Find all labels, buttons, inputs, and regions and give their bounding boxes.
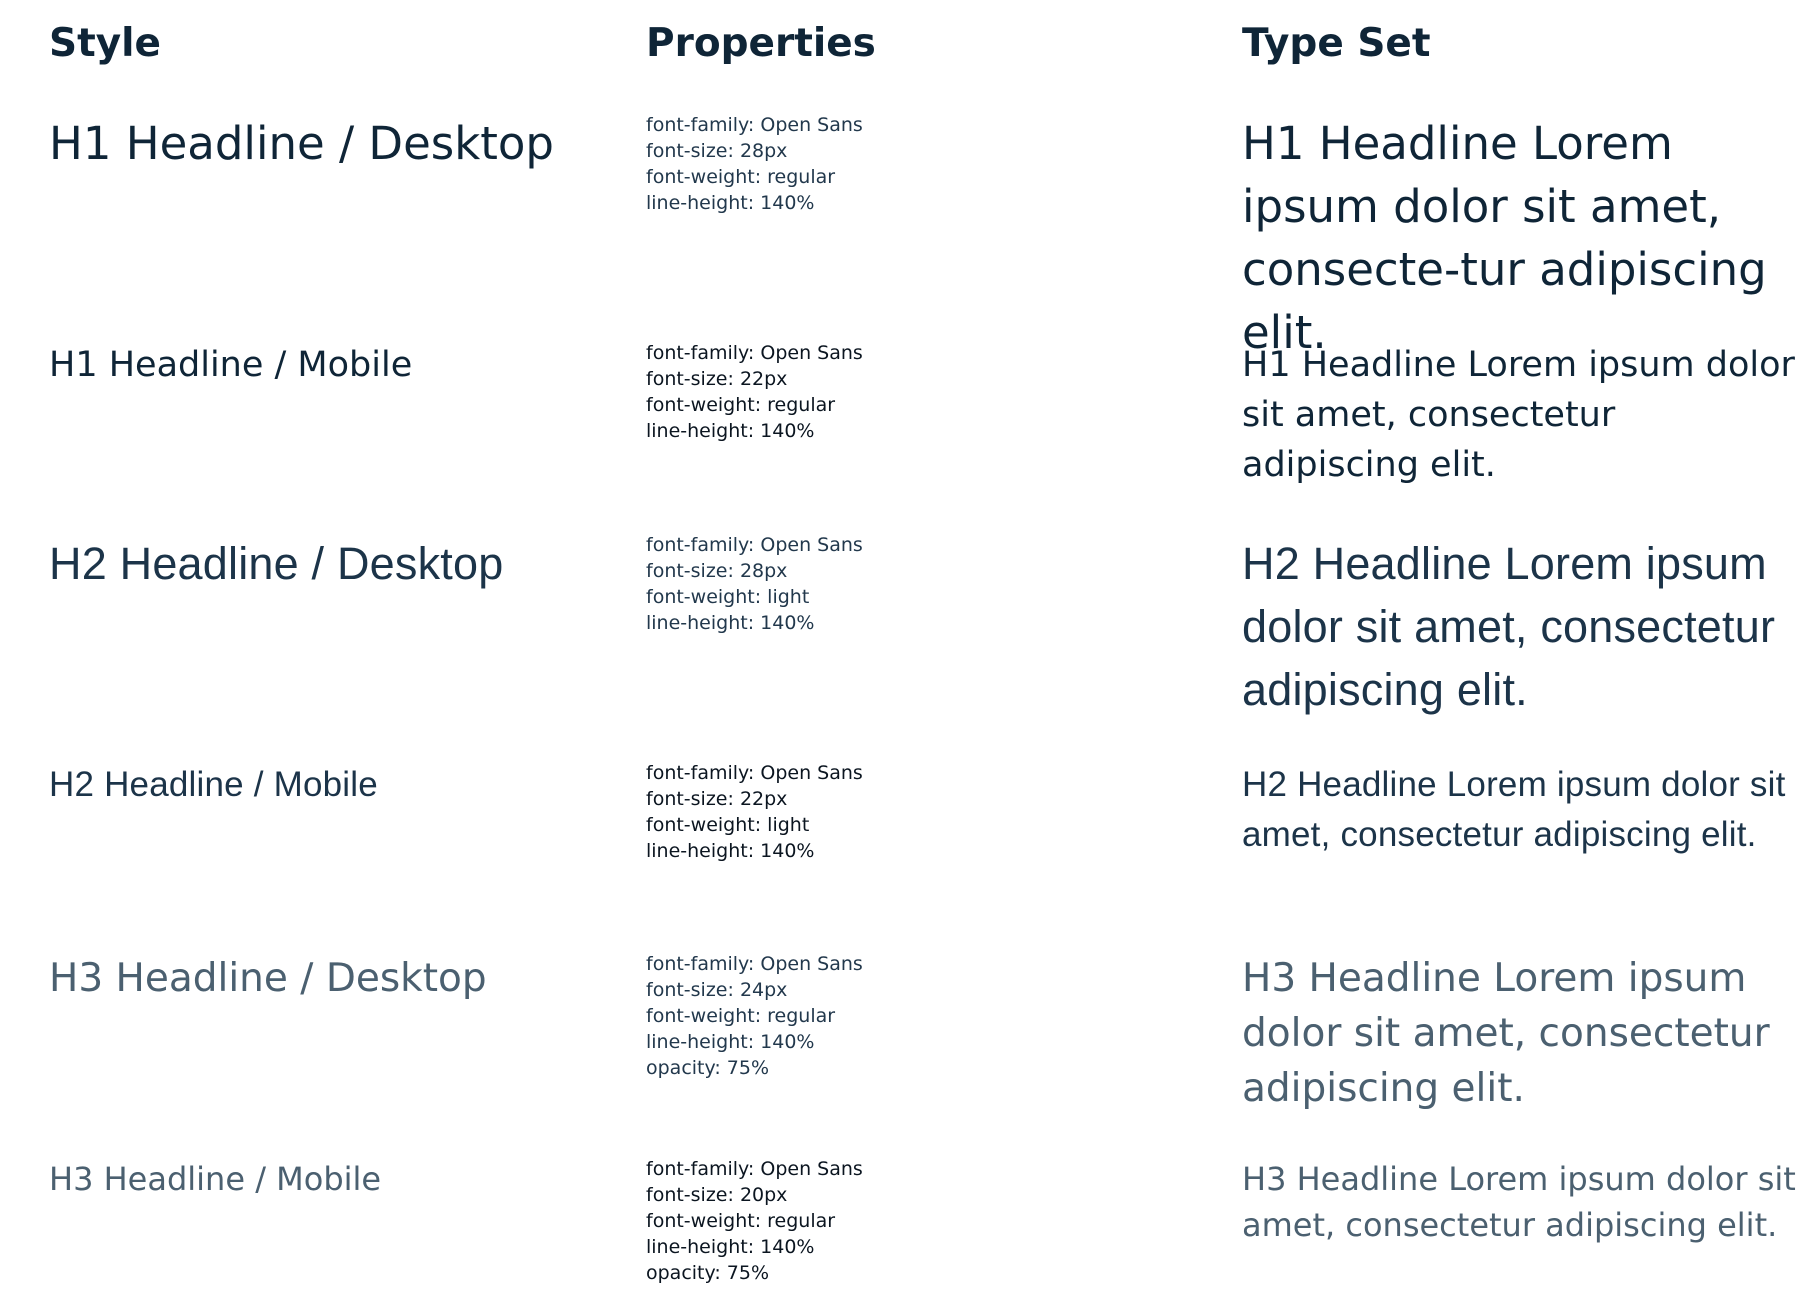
column-header-properties: Properties bbox=[646, 21, 876, 66]
type-sample: H3 Headline Lorem ipsum dolor sit amet, consectetur adipiscing elit. bbox=[1242, 1160, 1796, 1244]
property-line: font-weight: regular bbox=[646, 1005, 836, 1027]
column-header-style: Style bbox=[49, 21, 161, 66]
type-sample: H2 Headline Lorem ipsum dolor sit amet, consectetur adipiscing elit. bbox=[1242, 765, 1786, 854]
property-line: font-weight: light bbox=[646, 814, 810, 836]
property-line: font-weight: regular bbox=[646, 1210, 836, 1232]
property-line: font-size: 22px bbox=[646, 788, 788, 810]
property-line: font-size: 28px bbox=[646, 560, 788, 582]
property-line: font-family: Open Sans bbox=[646, 762, 863, 784]
style-name: H1 Headline / Desktop bbox=[49, 117, 554, 170]
property-line: line-height: 140% bbox=[646, 420, 815, 442]
column-header-type-set: Type Set bbox=[1242, 21, 1431, 66]
property-line: line-height: 140% bbox=[646, 1031, 815, 1053]
properties-list bbox=[646, 951, 1046, 1081]
style-name: H2 Headline / Mobile bbox=[49, 765, 378, 804]
style-name: H2 Headline / Desktop bbox=[49, 538, 504, 589]
property-line: font-weight: regular bbox=[646, 166, 836, 188]
property-line: font-family: Open Sans bbox=[646, 114, 863, 136]
style-name: H3 Headline / Mobile bbox=[49, 1160, 382, 1198]
properties-list bbox=[646, 1156, 1046, 1286]
type-sample: H2 Headline Lorem ipsum dolor sit amet, consectetur adipiscing elit. bbox=[1242, 538, 1776, 715]
style-name: H1 Headline / Mobile bbox=[49, 345, 413, 385]
property-line: font-size: 28px bbox=[646, 140, 788, 162]
type-sample: H3 Headline Lorem ipsum dolor sit amet, consectetur adipiscing elit. bbox=[1242, 956, 1770, 1111]
property-line: font-family: Open Sans bbox=[646, 534, 863, 556]
property-line: opacity: 75% bbox=[646, 1057, 770, 1079]
property-line: line-height: 140% bbox=[646, 1236, 815, 1258]
properties-list bbox=[646, 112, 1046, 216]
properties-list bbox=[646, 340, 1046, 444]
property-line: font-weight: light bbox=[646, 586, 810, 608]
style-name: H3 Headline / Desktop bbox=[49, 956, 487, 1001]
property-line: font-weight: regular bbox=[646, 394, 836, 416]
property-line: font-size: 24px bbox=[646, 979, 788, 1001]
properties-list bbox=[646, 760, 1046, 864]
property-line: font-size: 22px bbox=[646, 368, 788, 390]
type-sample: H1 Headline Lorem ipsum dolor sit amet, consecte-tur adipiscing elit. bbox=[1242, 117, 1767, 359]
properties-list bbox=[646, 532, 1046, 636]
property-line: font-size: 20px bbox=[646, 1184, 788, 1206]
property-line: font-family: Open Sans bbox=[646, 953, 863, 975]
property-line: font-family: Open Sans bbox=[646, 342, 863, 364]
property-line: font-family: Open Sans bbox=[646, 1158, 863, 1180]
property-line: line-height: 140% bbox=[646, 840, 815, 862]
property-line: line-height: 140% bbox=[646, 612, 815, 634]
property-line: opacity: 75% bbox=[646, 1262, 770, 1284]
property-line: line-height: 140% bbox=[646, 192, 815, 214]
type-sample: H1 Headline Lorem ipsum dolor sit amet, consectetur adipiscing elit. bbox=[1242, 345, 1795, 485]
